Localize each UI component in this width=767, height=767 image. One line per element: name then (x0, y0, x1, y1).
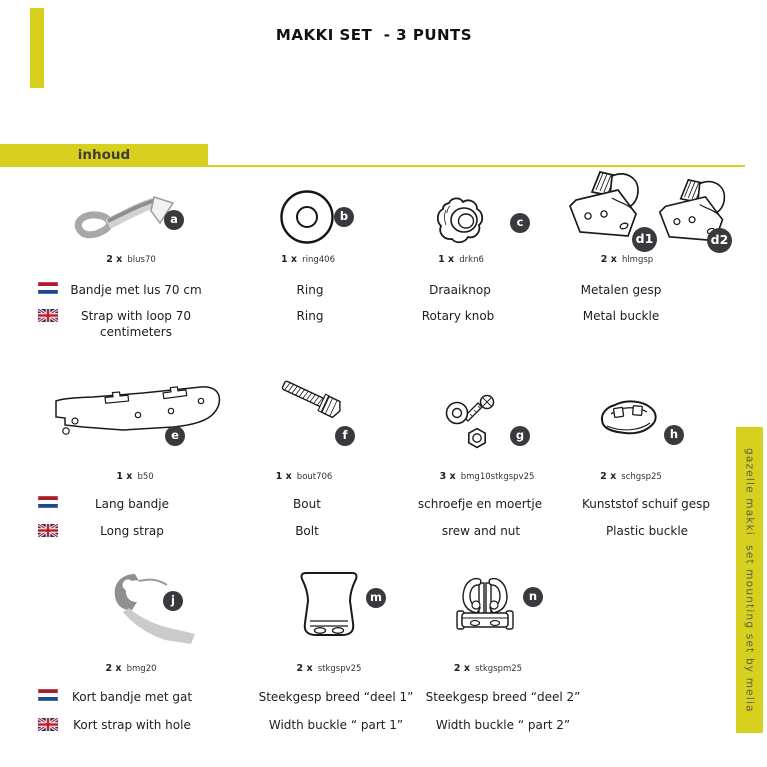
part-b-qty: 1 x ring406 (280, 254, 335, 265)
long-strap-icon (53, 375, 228, 437)
part-f-qty: 1 x bout706 (275, 471, 333, 482)
part-a-desc-en: Strap with loop 70 centimeters (80, 309, 192, 339)
part-b-desc-nl: Ring (296, 283, 324, 297)
part-badge-f: f (335, 426, 355, 446)
part-c-desc-nl: Draaiknop (429, 283, 491, 297)
part-n-desc-en: Width buckle “ part 2” (435, 718, 571, 732)
part-m-qty: 2 x stkgspv25 (296, 663, 362, 674)
part-f-desc-en: Bolt (295, 524, 319, 538)
rotary-knob-icon (435, 195, 485, 247)
part-m-desc-en: Width buckle “ part 1” (268, 718, 404, 732)
part-a-desc-nl: Bandje met lus 70 cm (70, 283, 202, 297)
part-d-qty: 2 x hlmgsp (600, 254, 654, 265)
short-strap-icon (105, 572, 197, 646)
page-title: MAKKI SET - 3 PUNTS (275, 26, 473, 44)
part-n-desc-nl: Steekgesp breed “deel 2” (425, 690, 581, 704)
part-h-qty: 2 x schgsp25 (600, 471, 662, 482)
part-d-desc-nl: Metalen gesp (580, 283, 662, 297)
part-g-qty: 3 x bmg10stkgspv25 (439, 471, 535, 482)
part-c-desc-en: Rotary knob (421, 309, 495, 323)
part-h-desc-nl: Kunststof schuif gesp (581, 497, 711, 511)
uk-flag-icon (38, 309, 58, 322)
part-badge-d2: d2 (707, 228, 732, 253)
part-badge-e: e (165, 426, 185, 446)
part-h-desc-en: Plastic buckle (605, 524, 689, 538)
part-d-desc-en: Metal buckle (582, 309, 660, 323)
bolt-icon (278, 376, 348, 424)
part-e-desc-nl: Lang bandje (95, 497, 169, 511)
screw-washer-nut-icon (443, 390, 501, 454)
part-g-desc-nl: schroefje en moertje (417, 497, 543, 511)
part-n-qty: 2 x stkgspm25 (453, 663, 523, 674)
part-badge-j: j (163, 591, 183, 611)
inhoud-tab (0, 144, 208, 166)
part-badge-m: m (366, 588, 386, 608)
part-badge-d1: d1 (632, 227, 657, 252)
part-badge-g: g (510, 426, 530, 446)
right-sidebar (736, 427, 763, 733)
wide-buckle-part2-icon (455, 571, 515, 633)
part-badge-h: h (664, 425, 684, 445)
plastic-buckle-icon (597, 396, 659, 438)
part-g-desc-en: srew and nut (441, 524, 521, 538)
part-badge-c: c (510, 213, 530, 233)
top-left-accent-bar (30, 8, 44, 88)
part-e-desc-en: Long strap (100, 524, 164, 538)
sidebar-vertical-text: gazelle makki set mounting set by melia (743, 447, 756, 713)
part-j-desc-en: Kort strap with hole (73, 718, 191, 732)
yellow-divider-line (0, 165, 745, 167)
part-badge-a: a (164, 210, 184, 230)
wide-buckle-part1-icon (298, 571, 360, 638)
part-c-qty: 1 x drkn6 (438, 254, 484, 265)
part-m-desc-nl: Steekgesp breed “deel 1” (258, 690, 414, 704)
part-e-qty: 1 x b50 (116, 471, 154, 482)
part-b-desc-en: Ring (296, 309, 324, 323)
inhoud-tab-label: inhoud (77, 147, 131, 163)
part-j-desc-nl: Kort bandje met gat (71, 690, 193, 704)
part-a-qty: 2 x blus70 (106, 254, 156, 265)
ring-icon (279, 189, 335, 245)
part-badge-n: n (523, 587, 543, 607)
part-badge-b: b (334, 207, 354, 227)
part-j-qty: 2 x bmg20 (105, 663, 157, 674)
part-f-desc-nl: Bout (293, 497, 321, 511)
